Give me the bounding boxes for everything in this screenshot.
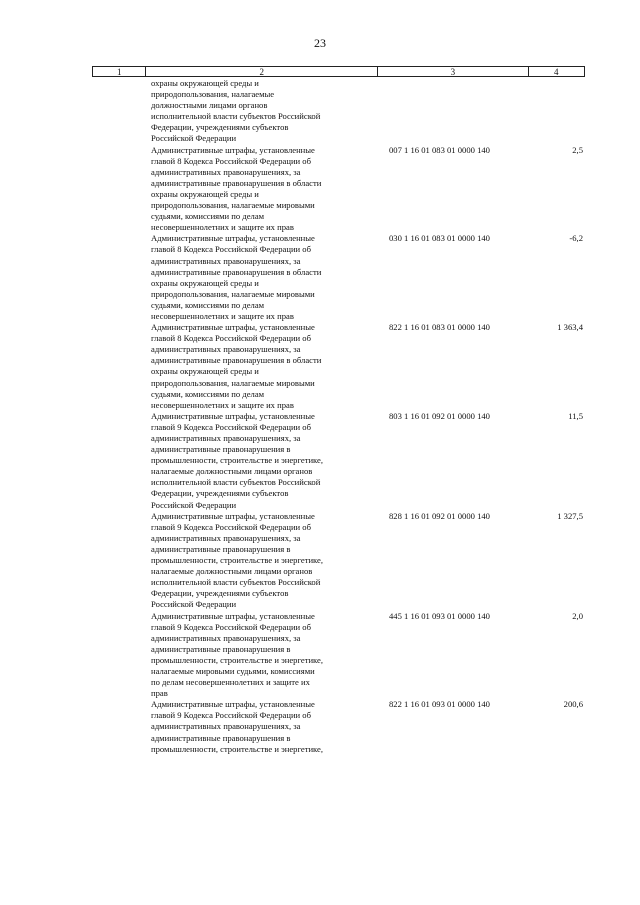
description-line: главой 9 Кодекса Российской Федерации об [151, 710, 311, 721]
table-row [92, 411, 585, 511]
row-cell-1 [92, 511, 145, 611]
row-description [145, 511, 378, 611]
description-line: Российской Федерации [151, 133, 237, 144]
table-row [92, 322, 585, 411]
table-row [92, 611, 585, 700]
row-cell-1 [92, 233, 145, 322]
row-amount: 2,5 [572, 144, 583, 155]
header-col-4: 4 [554, 67, 559, 77]
description-line: по делам несовершеннолетних и защите их [151, 677, 310, 688]
row-cell-1 [92, 322, 145, 411]
description-line: природопользования, налагаемые [151, 89, 275, 100]
row-cell-1 [92, 411, 145, 511]
description-line: природопользования, налагаемые мировыми [151, 200, 315, 211]
row-code: 828 1 16 01 092 01 0000 140 [389, 510, 490, 521]
description-line: несовершеннолетних и защите их прав [151, 222, 294, 233]
description-line: административные правонарушения в [151, 543, 291, 554]
description-line: налагаемые должностными лицами органов [151, 566, 313, 577]
row-description [145, 233, 378, 322]
row-code: 822 1 16 01 083 01 0000 140 [389, 322, 490, 333]
description-line: судьями, комиссиями по делам [151, 388, 265, 399]
description-line: Административные штрафы, установленные [151, 144, 315, 155]
description-line: промышленности, строительстве и энергетике, [151, 654, 323, 665]
header-col-1: 1 [93, 67, 146, 76]
description-line: должностными лицами органов [151, 100, 268, 111]
description-line: главой 9 Кодекса Российской Федерации об [151, 421, 311, 432]
table-body [92, 78, 585, 755]
table-row [92, 511, 585, 611]
description-line: Федерации, учреждениями субъектов [151, 588, 289, 599]
description-line: административных правонарушениях, за [151, 532, 301, 543]
description-line: административных правонарушениях, за [151, 632, 301, 643]
row-cell-1 [92, 78, 145, 145]
description-line: охраны окружающей среды и [151, 366, 259, 377]
description-line: Федерации, учреждениями субъектов [151, 122, 289, 133]
description-line: исполнительной власти субъектов Российской [151, 477, 321, 488]
description-line: Административные штрафы, установленные [151, 410, 315, 421]
row-description [145, 78, 378, 145]
row-code: 030 1 16 01 083 01 0000 140 [389, 233, 490, 244]
description-line: административных правонарушениях, за [151, 255, 301, 266]
description-line: административных правонарушениях, за [151, 166, 301, 177]
description-line: налагаемые мировыми судьями, комиссиями [151, 665, 315, 676]
row-amount: 200,6 [563, 699, 583, 710]
description-line: охраны окружающей среды и [151, 188, 259, 199]
description-line: административных правонарушениях, за [151, 433, 301, 443]
description-line: промышленности, строительстве и энергетике, [151, 455, 323, 466]
description-line: Административные штрафы, установленные [151, 510, 315, 521]
description-line: административные правонарушения в области [151, 355, 322, 366]
row-description [145, 145, 378, 234]
header-col-3: 3 [378, 67, 528, 76]
description-line: налагаемые должностными лицами органов [151, 466, 313, 477]
row-description [145, 411, 378, 511]
description-line: административных правонарушениях, за [151, 344, 301, 355]
description-line: административные правонарушения в [151, 732, 291, 743]
row-amount: -6,2 [569, 233, 583, 244]
description-line: охраны окружающей среды и [151, 78, 259, 88]
row-code: 445 1 16 01 093 01 0000 140 [389, 610, 490, 621]
row-code [378, 78, 529, 145]
description-line: административные правонарушения в области [151, 177, 322, 188]
row-code: 803 1 16 01 092 01 0000 140 [389, 410, 490, 421]
description-line: несовершеннолетних и защите их прав [151, 399, 294, 410]
description-line: прав [151, 688, 168, 699]
description-line: природопользования, налагаемые мировыми [151, 377, 315, 388]
table-row [92, 78, 585, 145]
description-line: Российской Федерации [151, 599, 237, 610]
description-line: исполнительной власти субъектов Российской [151, 577, 321, 588]
row-cell-1 [92, 699, 145, 754]
table-row [92, 233, 585, 322]
table-row [92, 699, 585, 754]
description-line: главой 9 Кодекса Российской Федерации об [151, 621, 311, 632]
row-description [145, 611, 378, 700]
description-line: Административные штрафы, установленные [151, 233, 315, 244]
table-row [92, 145, 585, 234]
description-line: несовершеннолетних и защите их прав [151, 310, 294, 321]
description-line: судьями, комиссиями по делам [151, 211, 265, 222]
row-cell-1 [92, 145, 145, 234]
row-amount [529, 78, 585, 145]
description-line: главой 8 Кодекса Российской Федерации об [151, 333, 311, 344]
description-line: административные правонарушения в [151, 444, 291, 455]
table-header [92, 66, 585, 77]
description-line: административных правонарушениях, за [151, 721, 301, 732]
description-line: Российской Федерации [151, 499, 237, 510]
row-description [145, 699, 378, 754]
row-amount: 1 363,4 [557, 322, 583, 333]
row-cell-1 [92, 611, 145, 700]
row-code: 007 1 16 01 083 01 0000 140 [389, 144, 490, 155]
description-line: административные правонарушения в области [151, 266, 322, 277]
description-line: Административные штрафы, установленные [151, 699, 315, 710]
description-line: административные правонарушения в [151, 643, 291, 654]
description-line: природопользования, налагаемые мировыми [151, 288, 315, 299]
description-line: главой 9 Кодекса Российской Федерации об [151, 521, 311, 532]
description-line: промышленности, строительстве и энергетике, [151, 555, 323, 566]
row-code: 822 1 16 01 093 01 0000 140 [389, 699, 490, 710]
row-amount: 11,5 [568, 410, 583, 421]
header-col-2: 2 [146, 67, 378, 76]
page-number: 23 [314, 36, 326, 50]
row-amount: 1 327,5 [557, 510, 583, 521]
description-line: промышленности, строительстве и энергетике, [151, 743, 323, 754]
description-line: главой 8 Кодекса Российской Федерации об [151, 244, 311, 255]
row-amount: 2,0 [572, 610, 583, 621]
description-line: судьями, комиссиями по делам [151, 299, 265, 310]
description-line: Административные штрафы, установленные [151, 610, 315, 621]
row-description [145, 322, 378, 411]
description-line: главой 8 Кодекса Российской Федерации об [151, 155, 311, 166]
description-line: Федерации, учреждениями субъектов [151, 488, 289, 499]
description-line: Административные штрафы, установленные [151, 322, 315, 333]
description-line: исполнительной власти субъектов Российской [151, 111, 321, 122]
description-line: охраны окружающей среды и [151, 277, 259, 288]
